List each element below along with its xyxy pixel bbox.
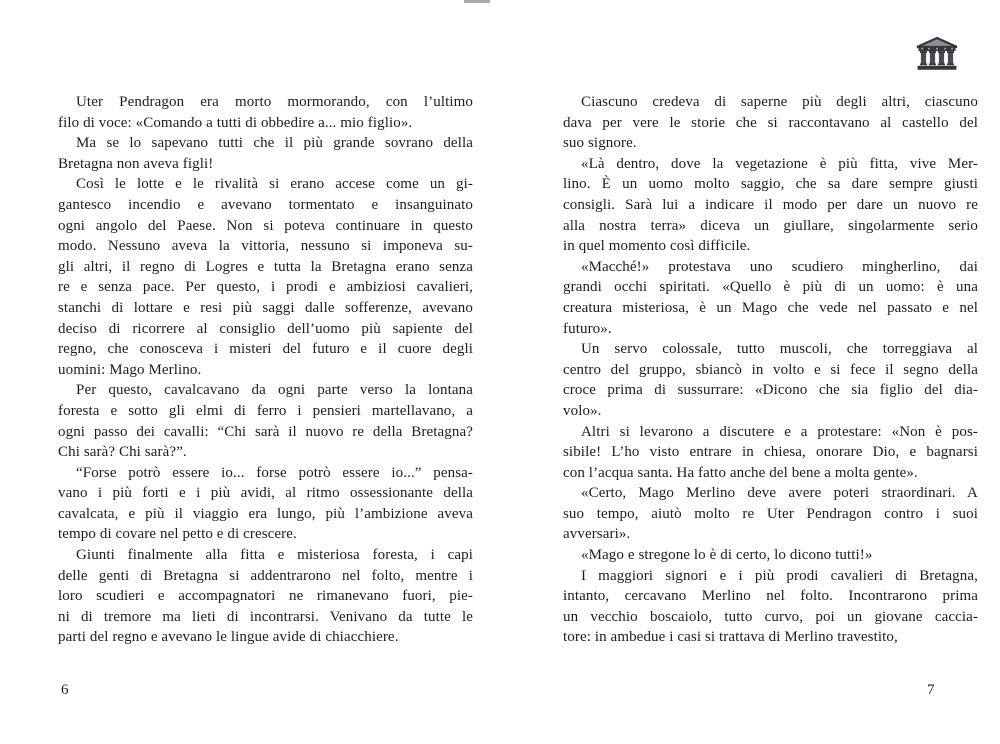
paragraph [563, 154, 978, 257]
text-line: stanchi di lottare e resi più saggi dalle sofferenze, avevano [58, 299, 473, 316]
text-line: Uter Pendragon era morto mormorando, con l’ultimo [76, 94, 473, 110]
paragraph [563, 339, 978, 421]
temple-icon [916, 37, 958, 71]
paragraph [58, 380, 473, 462]
text-line: parti del regno e avevano le lingue avide di chiacchiere. [58, 629, 399, 646]
text-line: sibile! L’ho visto entrare in chiesa, onorare Dio, e bagnarsi [563, 444, 978, 461]
text-line: «Certo, Mago Merlino deve avere poteri straordinari. A [581, 485, 978, 502]
text-line: alla nostra terra» diceva un giullare, singolarmente serio [563, 217, 978, 234]
text-line: Bretagna non aveva figli! [58, 155, 214, 172]
paragraph [563, 92, 978, 154]
text-line: Ciascuno credeva di saperne più degli altri, ciascuno [581, 94, 978, 110]
text-line: consigli. Sarà lui a indicare il modo per dare un nuovo re [563, 196, 978, 213]
text-line: I maggiori signori e i più prodi cavalieri di Bretagna, [581, 567, 978, 584]
text-line: «Macché!» protestava uno scudiero mingherlino, dai [581, 258, 978, 275]
text-line: un vecchio boscaiolo, tutto curvo, poi un giovane caccia- [563, 608, 978, 625]
paragraph [58, 545, 473, 648]
paragraph [563, 545, 978, 566]
text-line: Chi sarà? Chi sarà?”. [58, 444, 187, 461]
text-line: centro del gruppo, sbiancò in volto e si fece il segno della [563, 361, 978, 378]
text-line: filo di voce: «Comando a tutti di obbedire a... mio figlio». [58, 114, 413, 131]
text-line: deciso di ricorrere al consiglio dell’uomo più sapiente del [58, 320, 473, 337]
text-line: avversari». [563, 526, 631, 543]
text-line: Giunti finalmente alla fitta e misteriosa foresta, i capi [76, 547, 473, 564]
text-line: Ma se lo sapevano tutti che il più grande sovrano della [76, 135, 473, 152]
page-right-text [563, 92, 978, 648]
text-line: «Là dentro, dove la vegetazione è più fitta, vive Mer- [581, 155, 978, 172]
text-line: suo tempo, aiutò molto re Uter Pendragon contro i suoi [563, 505, 978, 522]
page-number-right: 7 [927, 682, 935, 698]
text-line: volo». [563, 402, 602, 419]
text-line: modo. Nessuno aveva la vittoria, nessuno si imponeva su- [58, 238, 473, 255]
paragraph [563, 483, 978, 545]
text-line: intanto, cercavano Merlino nel folto. Incontrarono prima [563, 588, 978, 605]
text-line: tempo di covare nel petto e di crescere. [58, 526, 297, 543]
text-line: Un servo colossale, tutto muscoli, che torreggiava al [581, 341, 978, 358]
page-number-left: 6 [61, 682, 69, 698]
text-line: regno, che conosceva i misteri del futuro e il cuore degli [58, 341, 473, 358]
text-line: «Mago e stregone lo è di certo, lo dicono tutti!» [581, 547, 873, 564]
text-line: Così le lotte e le rivalità si erano accese come un gi- [76, 176, 473, 193]
paragraph [563, 566, 978, 648]
paragraph [58, 133, 473, 174]
text-line: delle genti di Bretagna si addentrarono nel folto, mentre i [58, 567, 473, 584]
text-line: in quel momento così difficile. [563, 238, 751, 255]
text-line: loro scudieri e accompagnatori ne rimanevano fuori, pie- [58, 588, 473, 605]
text-line: “Forse potrò essere io... forse potrò essere io...” pensa- [76, 464, 473, 481]
text-line: grandi occhi spiritati. «Quello è più di un uomo: è una [563, 279, 978, 296]
text-line: con l’acqua santa. Ha fatto anche del bene a molta gente». [563, 464, 918, 481]
text-line: ogni angolo del Paese. Non si poteva continuare in questo [58, 217, 473, 234]
text-line: Per questo, cavalcavano da ogni parte verso la lontana [76, 382, 473, 399]
top-edge-fragment [464, 0, 490, 3]
text-line: re e senza pace. Per questo, i prodi e ambiziosi cavalieri, [58, 279, 473, 296]
publisher-logo [916, 37, 958, 71]
text-line: tore: in ambedue i casi si trattava di Merlino travestito, [563, 629, 898, 646]
text-line: ogni passo dei cavalli: “Chi sarà il nuovo re della Bretagna? [58, 423, 473, 440]
text-line: vano i più forti e i più avidi, al ritmo ossessionante della [58, 485, 473, 502]
text-line: croce prima di sussurrare: «Dicono che sia figlio del dia- [563, 382, 978, 399]
text-line: suo signore. [563, 135, 637, 152]
text-line: foresta e sotto gli elmi di ferro i pensieri martellavano, a [58, 402, 473, 419]
text-line: Altri si levarono a discutere e a protestare: «Non è pos- [581, 423, 978, 440]
paragraph [58, 92, 473, 133]
text-line: creatura misteriosa, è un Mago che vede nel passato e nel [563, 299, 978, 316]
text-line: gantesco incendio e avevano tormentato e insanguinato [58, 196, 473, 213]
text-line: lino. È un uomo molto saggio, che sa dare sempre giusti [563, 176, 978, 193]
paragraph [58, 174, 473, 380]
text-line: ni di tremore ma lieti di incontrarsi. Venivano da tutte le [58, 608, 473, 625]
paragraph [563, 257, 978, 339]
text-line: cavalcata, e più il viaggio era lungo, più l’ambizione aveva [58, 505, 473, 522]
text-line: uomini: Mago Merlino. [58, 361, 202, 378]
text-line: dava per vere le storie che si raccontavano al castello del [563, 114, 978, 131]
paragraph [563, 422, 978, 484]
paragraph [58, 463, 473, 545]
text-line: futuro». [563, 320, 612, 337]
page-left-text [58, 92, 473, 648]
text-line: gli altri, il regno di Logres e tutta la Bretagna erano senza [58, 258, 473, 275]
